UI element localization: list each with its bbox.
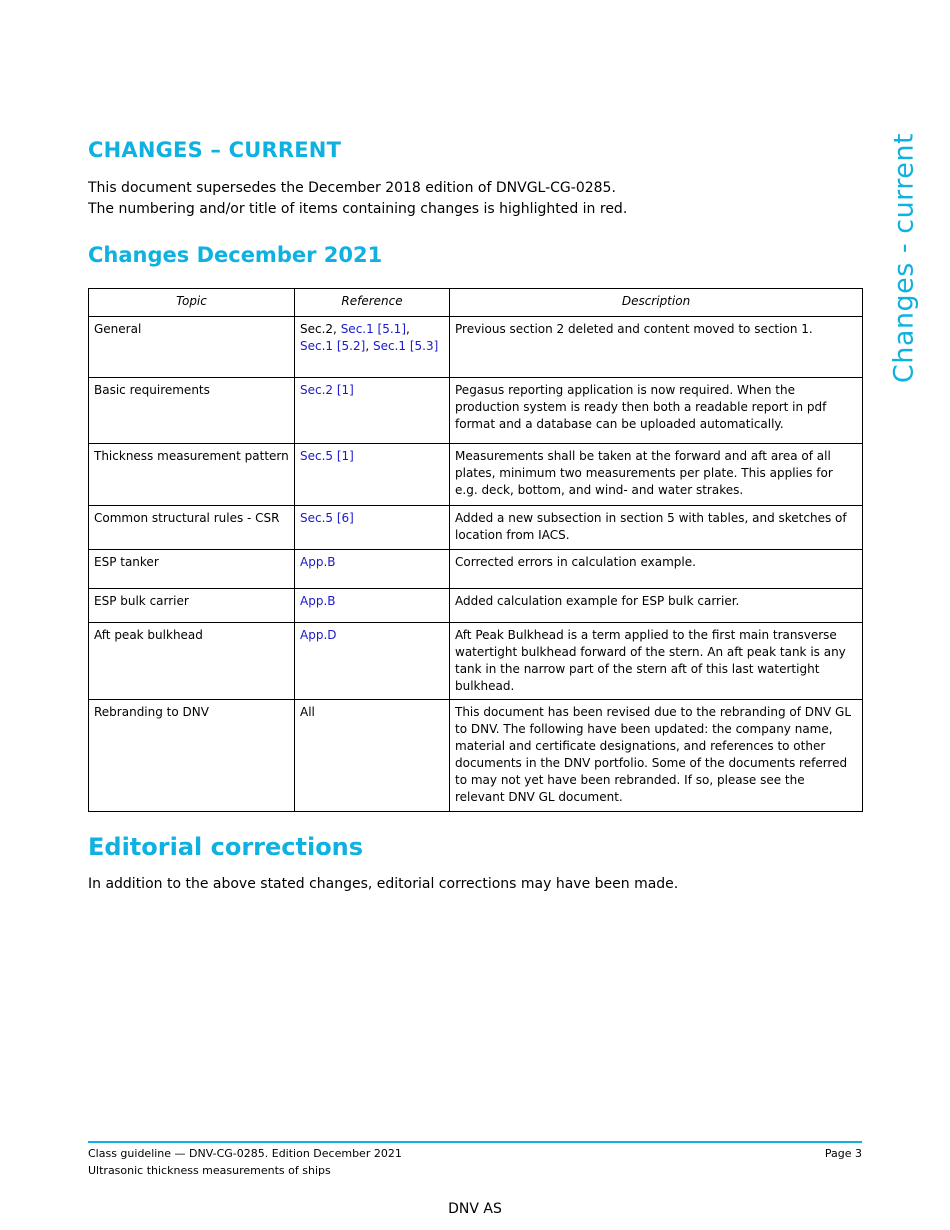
reference-link[interactable]: Sec.1 [5.1] bbox=[340, 322, 406, 336]
cell-reference bbox=[295, 550, 450, 589]
editorial-text: In addition to the above stated changes, editorial corrections may have been made. bbox=[88, 876, 679, 892]
table-row bbox=[89, 550, 863, 589]
table-body bbox=[89, 317, 863, 812]
cell-description: Measurements shall be taken at the forward and aft area of all plates, minimum two measurements per plate. This applies for e.g. deck, bottom, and wind- and water strakes. bbox=[450, 444, 863, 506]
cell-topic: Common structural rules - CSR bbox=[89, 506, 295, 550]
changes-heading: Changes December 2021 bbox=[88, 243, 383, 267]
reference-text: All bbox=[300, 705, 315, 719]
reference-link[interactable]: App.B bbox=[300, 594, 336, 608]
footer-subtitle: Ultrasonic thickness measurements of ships bbox=[88, 1164, 331, 1177]
cell-description: Added a new subsection in section 5 with tables, and sketches of location from IACS. bbox=[450, 506, 863, 550]
table-header-row bbox=[89, 289, 863, 317]
reference-link[interactable]: Sec.1 [5.3] bbox=[372, 339, 439, 353]
cell-description: Added calculation example for ESP bulk carrier. bbox=[450, 589, 863, 623]
cell-reference bbox=[295, 589, 450, 623]
footer-guideline: Class guideline — DNV-CG-0285. Edition December 2021 bbox=[88, 1147, 402, 1160]
table-row bbox=[89, 700, 863, 812]
header-topic: Topic bbox=[89, 289, 295, 317]
editorial-heading: Editorial corrections bbox=[88, 833, 364, 861]
cell-topic: Basic requirements bbox=[89, 378, 295, 444]
cell-reference bbox=[295, 444, 450, 506]
table-row bbox=[89, 378, 863, 444]
header-description: Description bbox=[450, 289, 863, 317]
reference-link[interactable]: App.B bbox=[300, 555, 336, 569]
intro-line-2: The numbering and/or title of items containing changes is highlighted in red. bbox=[88, 201, 628, 217]
changes-table bbox=[88, 288, 863, 812]
table-row bbox=[89, 444, 863, 506]
reference-text: , bbox=[365, 339, 373, 353]
page-number: Page 3 bbox=[824, 1147, 862, 1160]
reference-link[interactable]: Sec.5 [6] bbox=[300, 511, 354, 525]
table-row bbox=[89, 623, 863, 700]
intro-text bbox=[88, 178, 627, 220]
reference-link[interactable]: App.D bbox=[300, 628, 337, 642]
reference-link[interactable]: Sec.2 [1] bbox=[300, 383, 354, 397]
page-title: CHANGES – CURRENT bbox=[88, 138, 342, 162]
cell-topic: ESP bulk carrier bbox=[89, 589, 295, 623]
cell-description: Aft Peak Bulkhead is a term applied to the first main transverse watertight bulkhead forward of the stern. An aft peak tank is any tank in the narrow part of the stern aft of this last watertight bulkhead. bbox=[450, 623, 863, 700]
cell-reference bbox=[295, 623, 450, 700]
table-row bbox=[89, 589, 863, 623]
reference-link[interactable]: Sec.5 [1] bbox=[300, 449, 354, 463]
reference-text: Sec.2, bbox=[300, 322, 341, 336]
cell-description: Previous section 2 deleted and content moved to section 1. bbox=[450, 317, 863, 378]
footer-company: DNV AS bbox=[448, 1201, 502, 1217]
cell-reference bbox=[295, 700, 450, 812]
cell-description: Pegasus reporting application is now required. When the production system is ready then both a readable report in pdf format and a database can be uploaded automatically. bbox=[450, 378, 863, 444]
side-tab bbox=[887, 132, 921, 384]
footer-divider bbox=[88, 1141, 862, 1143]
side-tab-label: Changes - current bbox=[888, 132, 920, 384]
cell-topic: Rebranding to DNV bbox=[89, 700, 295, 812]
cell-description: This document has been revised due to the rebranding of DNV GL to DNV. The following have been updated: the company name, material and certificate designations, and references to other documents in the DNV portfolio. Some of the documents referred to may not yet have been rebranded. If so, please see the relevant DNV GL document. bbox=[450, 700, 863, 812]
cell-topic: General bbox=[89, 317, 295, 378]
header-reference: Reference bbox=[295, 289, 450, 317]
intro-line-1: This document supersedes the December 2018 edition of DNVGL-CG-0285. bbox=[88, 180, 616, 196]
cell-description: Corrected errors in calculation example. bbox=[450, 550, 863, 589]
table-row bbox=[89, 506, 863, 550]
cell-reference bbox=[295, 317, 450, 378]
cell-topic: ESP tanker bbox=[89, 550, 295, 589]
cell-topic: Aft peak bulkhead bbox=[89, 623, 295, 700]
table-row bbox=[89, 317, 863, 378]
cell-reference bbox=[295, 378, 450, 444]
reference-link[interactable]: Sec.1 [5.2] bbox=[300, 339, 366, 353]
reference-text: , bbox=[406, 322, 410, 336]
cell-topic: Thickness measurement pattern bbox=[89, 444, 295, 506]
cell-reference bbox=[295, 506, 450, 550]
